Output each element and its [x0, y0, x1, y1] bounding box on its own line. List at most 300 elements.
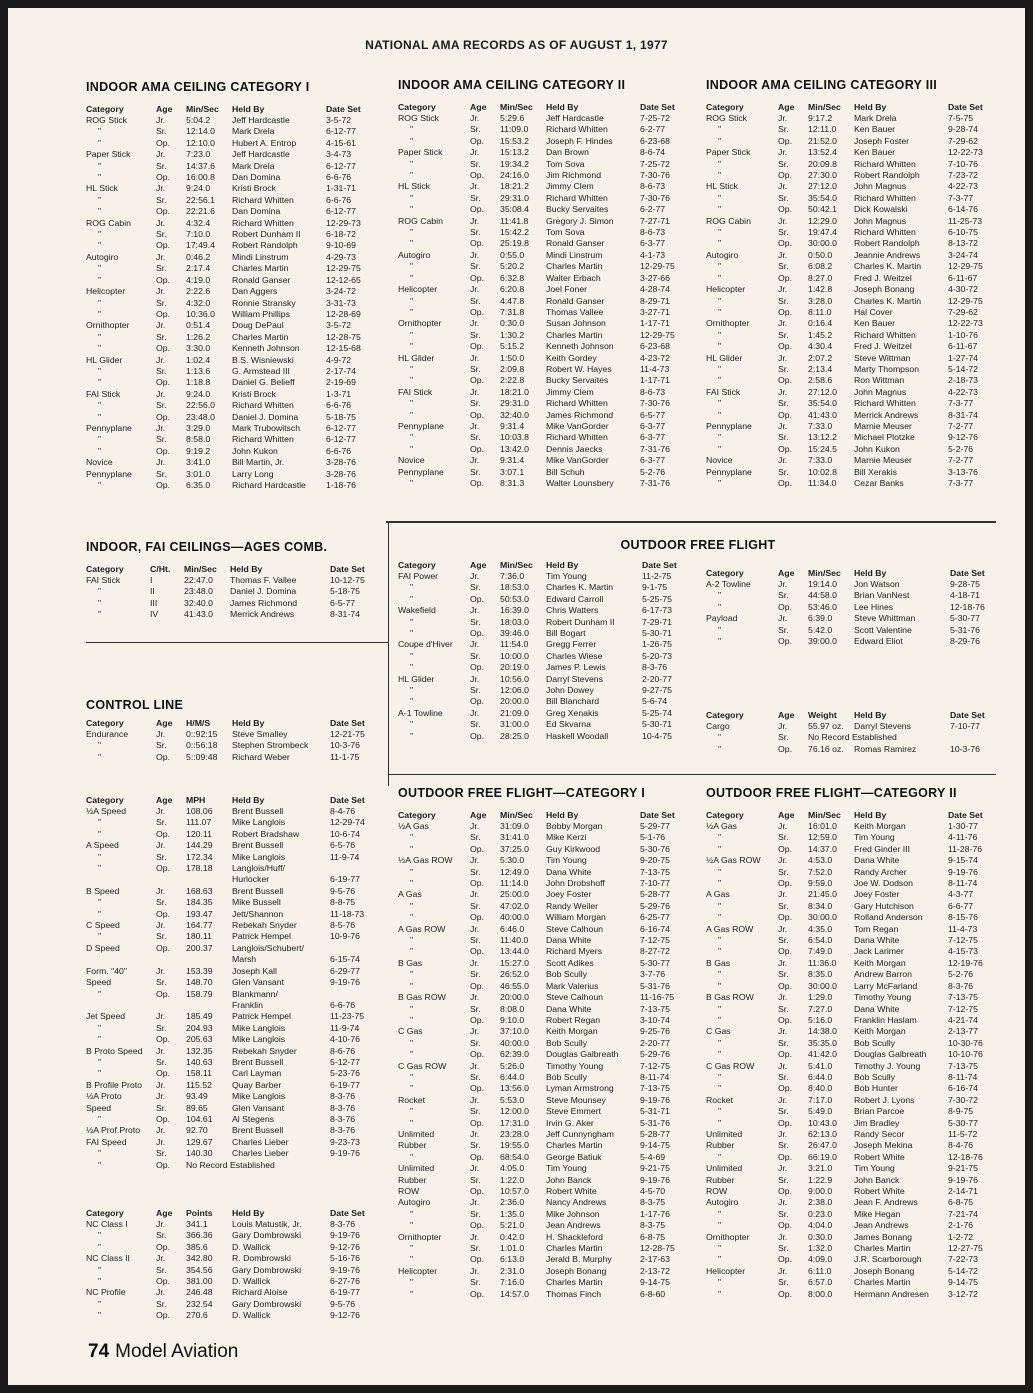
table-cell: Op.: [470, 409, 485, 420]
table-cell: 2:17.4: [186, 263, 211, 274]
table-row: [86, 1253, 386, 1264]
table-cell: 12:29.0: [808, 215, 837, 226]
table-cell: Rolland Anderson: [854, 912, 923, 923]
table-cell: Sr.: [470, 616, 481, 627]
table-cell: 6-8-60: [640, 1288, 666, 1299]
table-row: [398, 1049, 696, 1060]
table-cell: 8-6-73: [640, 227, 666, 238]
table-cell: ": [410, 192, 414, 203]
table-cell: ": [98, 206, 102, 217]
table-cell: 180.11: [186, 931, 212, 942]
table-cell: 0:55.0: [500, 249, 525, 260]
table-cell: Charles Wiese: [546, 650, 603, 661]
table-cell: 5-14-72: [948, 1265, 978, 1276]
table-cell: 93.49: [186, 1091, 208, 1102]
table-cell: Paper Stick: [86, 149, 131, 160]
table-row: [398, 617, 698, 628]
table-row: [706, 364, 1004, 375]
table-cell: 7-30-76: [640, 192, 670, 203]
section-title: INDOOR, FAI CEILINGS—AGES COMB.: [86, 540, 328, 554]
table-cell: Op.: [470, 306, 485, 317]
table-cell: ": [718, 329, 722, 340]
table-cell: 8-27-72: [640, 946, 670, 957]
table-cell: 153.39: [186, 965, 213, 976]
table-cell: 6-12-77: [326, 422, 356, 433]
table-cell: Jr.: [156, 1219, 166, 1229]
table-row: [86, 389, 382, 400]
table-cell: ": [410, 1083, 414, 1094]
table-row: [86, 412, 382, 423]
table-row: [86, 457, 382, 468]
table-cell: 50:53.0: [500, 593, 529, 604]
table-cell: 18:21.2: [500, 181, 529, 192]
table-cell: 68:54.0: [500, 1151, 529, 1162]
table-cell: 9:31.4: [500, 455, 525, 466]
table-cell: Jr.: [470, 113, 480, 123]
table-cell: Jean Andrews: [546, 1220, 601, 1231]
table-cell: ": [410, 238, 414, 249]
table-cell: Glen Vansant: [232, 1102, 284, 1113]
table-cell: Sr.: [778, 1208, 789, 1219]
table-cell: Marsh: [232, 954, 257, 965]
table-cell: 144.29: [186, 840, 213, 851]
table-row: [86, 149, 382, 160]
table-cell: Op.: [470, 135, 485, 146]
table-cell: Jr.: [156, 149, 166, 160]
table-cell: Op.: [470, 170, 485, 181]
table-cell: 6-29-77: [330, 965, 360, 976]
table-row: [398, 1106, 696, 1117]
table-cell: 12:59.0: [808, 832, 837, 843]
table-cell: Ken Bauer: [854, 124, 896, 135]
table-cell: Op.: [470, 1049, 485, 1060]
table-row: [706, 867, 1004, 878]
table-cell: Op.: [778, 443, 793, 454]
vertical-rule-center: [388, 521, 389, 786]
table-cell: Op.: [470, 593, 485, 604]
table-cell: 12-29-75: [326, 263, 361, 274]
table-cell: Op.: [156, 274, 171, 285]
table-cell: Tim Young: [546, 855, 587, 866]
table-cell: Jr.: [778, 455, 788, 466]
table-cell: ": [718, 601, 722, 612]
table-cell: Jeff Hardcastle: [232, 149, 290, 160]
table-cell: 381.00: [186, 1276, 213, 1287]
table-cell: Sr.: [778, 1071, 789, 1082]
table-cell: 10-30-76: [948, 1037, 983, 1048]
table-row: [86, 218, 382, 229]
table-cell: 11:40.0: [500, 935, 529, 946]
table-cell: Jr.: [470, 957, 480, 968]
table-cell: 8-11-74: [948, 1071, 978, 1082]
table-cell: 12-27-75: [948, 1243, 983, 1254]
table-cell: Bob Hunter: [854, 1083, 898, 1094]
table-cell: ": [98, 817, 102, 828]
table-cell: 14:57.0: [500, 1288, 529, 1299]
table-cell: Sr.: [470, 935, 481, 946]
table-cell: 30:00.0: [808, 980, 837, 991]
table-cell: Robert Randolph: [854, 170, 920, 181]
table-cell: 11-9-74: [330, 1022, 360, 1033]
table-row: [86, 1287, 386, 1298]
table-row: [706, 398, 1004, 409]
table-cell: G. Armstead III: [232, 365, 290, 376]
table-cell: NC Class I: [86, 1219, 128, 1229]
table-cell: Robert Regan: [546, 1014, 601, 1025]
table-cell: Sr.: [778, 1003, 789, 1014]
table-cell: Jr.: [778, 420, 788, 431]
table-cell: Charles K. Martin: [546, 582, 614, 593]
table-cell: II: [150, 586, 155, 597]
table-cell: 1:50.0: [500, 352, 525, 363]
table-cell: ": [410, 969, 414, 980]
table-cell: Op.: [470, 946, 485, 957]
table-cell: Helicopter: [398, 1265, 438, 1276]
table-cell: 26:52.0: [500, 969, 529, 980]
table-row: [86, 1230, 386, 1241]
table-cell: 4-22-73: [948, 386, 978, 397]
table-cell: 20:09.8: [808, 158, 837, 169]
table-cell: Dan Brown: [546, 147, 589, 158]
table-row: [398, 1152, 696, 1163]
table-row: [398, 193, 696, 204]
table-row: [706, 1152, 1004, 1163]
table-row: [398, 330, 696, 341]
table-cell: Ronald Ganser: [546, 295, 605, 306]
table-row: [398, 981, 696, 992]
magazine-page: [8, 8, 1025, 1385]
table-cell: 1:30.2: [500, 329, 525, 340]
table-cell: IV: [150, 609, 159, 620]
table-cell: 11-2-75: [642, 571, 672, 581]
table-row: [706, 1254, 1004, 1265]
table-cell: Sr.: [778, 900, 789, 911]
table-cell: 5-1-76: [640, 832, 666, 843]
table-row: [706, 889, 1004, 900]
table-cell: 18:03.0: [500, 616, 529, 627]
table-cell: 19:55.0: [500, 1140, 529, 1151]
table-header-row: [86, 795, 386, 806]
table-cell: ": [98, 851, 102, 862]
table-cell: 7-29-71: [642, 616, 672, 627]
table-cell: 14:37.6: [186, 160, 215, 171]
table-row: [706, 444, 1004, 455]
section-fai-ceilings: [86, 540, 390, 638]
table-cell: Op.: [778, 1083, 793, 1094]
table-row: [706, 1163, 1004, 1174]
table-cell: Op.: [470, 1220, 485, 1231]
table-cell: 7-27-71: [640, 215, 670, 226]
table-cell: 6-12-77: [326, 434, 356, 445]
table-cell: 6-3-77: [640, 238, 666, 249]
table-cell: ": [98, 263, 102, 274]
table-cell: Scott Adikes: [546, 957, 594, 968]
table-cell: 29:31.0: [500, 398, 529, 409]
table-cell: 8-3-76: [948, 980, 974, 991]
table-cell: 4-18-71: [950, 590, 980, 601]
table-cell: ": [98, 740, 102, 751]
table-cell: Charles Martin: [232, 263, 289, 274]
table-cell: Op.: [470, 204, 485, 215]
table-cell: Op.: [778, 272, 793, 283]
table-cell: 11-25-73: [948, 215, 983, 226]
table-cell: Robert White: [546, 1186, 597, 1196]
table-cell: 6-11-67: [948, 272, 978, 283]
table-cell: 5-23-76: [330, 1068, 360, 1079]
column-header: Category: [398, 560, 436, 570]
table-cell: 2-19-69: [326, 377, 356, 388]
table-cell: Dana White: [854, 935, 900, 946]
table-cell: 16:01.0: [808, 821, 837, 831]
table-cell: Kristi Brock: [232, 183, 276, 194]
table-row: [398, 1140, 696, 1151]
table-cell: Sr.: [470, 650, 481, 661]
table-cell: 7-5-75: [948, 113, 974, 123]
table-row: [706, 1289, 1004, 1300]
table-cell: ½A Speed: [86, 806, 127, 816]
table-cell: Op.: [156, 411, 171, 422]
table-cell: 3:01.0: [186, 468, 211, 479]
table-cell: Jr.: [470, 1026, 480, 1037]
table-row: [706, 375, 1004, 386]
table-cell: 8-3-76: [642, 662, 668, 673]
table-row: [398, 1220, 696, 1231]
table-cell: Jr.: [156, 885, 166, 896]
table-cell: ": [410, 832, 414, 843]
table-row: [86, 275, 382, 286]
table-cell: Mark Drela: [232, 126, 275, 137]
table-cell: Joseph Kall: [232, 965, 277, 976]
table-cell: Jr.: [156, 1287, 166, 1298]
table-cell: ": [98, 1113, 102, 1124]
table-cell: Sr.: [778, 432, 789, 443]
table-cell: Jr.: [156, 183, 166, 194]
table-row: [706, 261, 1004, 272]
table-cell: 158.79: [186, 988, 213, 999]
table-cell: Joseph Mekina: [854, 1140, 913, 1151]
table-cell: 5-20-73: [642, 650, 672, 661]
table-cell: ": [410, 935, 414, 946]
table-cell: Ornithopter: [86, 320, 130, 331]
table-row: [86, 1114, 386, 1125]
table-cell: [156, 874, 186, 885]
table-cell: Endurance: [86, 729, 129, 739]
table-row: [398, 662, 698, 673]
table-cell: ": [410, 261, 414, 272]
table-cell: Sr.: [156, 263, 167, 274]
table-cell: Jr.: [470, 215, 480, 226]
table-row: [398, 639, 698, 650]
table-cell: Op.: [470, 730, 485, 741]
column-header: Held By: [854, 568, 887, 578]
table-cell: Sr.: [156, 400, 167, 411]
table-cell: Gary Dombrowski: [232, 1264, 302, 1275]
table-cell: Sr.: [156, 740, 167, 751]
table-cell: Op.: [470, 1288, 485, 1299]
table-row: [86, 1046, 386, 1057]
table-cell: Sr.: [156, 1102, 167, 1113]
table-cell: Lee Hines: [854, 601, 894, 612]
table-cell: Op.: [156, 445, 171, 456]
table-cell: Charles Martin: [546, 261, 603, 272]
table-cell: 5-28-77: [640, 1128, 670, 1139]
table-cell: Scott Valentine: [854, 624, 912, 635]
table-cell: James P. Lewis: [546, 662, 606, 673]
table-cell: Charles Martin: [546, 1277, 603, 1288]
table-cell: ROG Stick: [398, 113, 440, 123]
table-row: [706, 981, 1004, 992]
table-cell: ": [410, 295, 414, 306]
table-header-row: [706, 102, 1004, 113]
table-row: [86, 1310, 386, 1321]
table-cell: Sr.: [778, 969, 789, 980]
table-cell: Sr.: [470, 1071, 481, 1082]
table-cell: ": [718, 1014, 722, 1025]
table-row: [86, 263, 382, 274]
table-cell: Sr.: [778, 866, 789, 877]
table-cell: 40:00.0: [500, 912, 529, 923]
table-cell: Ken Bauer: [854, 147, 896, 158]
table-row: [86, 840, 386, 851]
table-cell: Sr.: [156, 1264, 167, 1275]
table-row: [706, 1243, 1004, 1254]
table-cell: Robert W. Hayes: [546, 363, 612, 374]
table-row: [706, 307, 1004, 318]
table-cell: Op.: [470, 375, 485, 386]
table-cell: 21:45.0: [808, 889, 837, 900]
table-cell: 19:34.2: [500, 158, 529, 169]
section-title: OUTDOOR FREE FLIGHT: [620, 538, 776, 552]
section-title: INDOOR AMA CEILING CATEGORY II: [398, 78, 626, 92]
table-cell: ": [410, 227, 414, 238]
table-cell: Robert Bradshaw: [232, 828, 300, 839]
table-row: [86, 480, 382, 491]
table-cell: ": [98, 172, 102, 183]
table-cell: 0:30.0: [808, 1231, 833, 1242]
table-cell: Bob Scully: [546, 969, 588, 980]
table-cell: Jr.: [470, 249, 480, 260]
table-cell: Jr.: [470, 1163, 480, 1174]
table-cell: Dan Domina: [232, 206, 281, 217]
table-row: [706, 832, 1004, 843]
table-cell: Op.: [778, 375, 793, 386]
table-row: [398, 364, 696, 375]
table-cell: Tim Young: [546, 1163, 587, 1174]
table-cell: 3-13-76: [948, 466, 978, 477]
table-cell: Jr.: [156, 729, 166, 739]
table-cell: 148.70: [186, 977, 213, 988]
table-row: [398, 878, 696, 889]
table-cell: Hal Cover: [854, 306, 893, 317]
table-cell: 184.35: [186, 897, 213, 908]
table-row: [706, 1118, 1004, 1129]
table-cell: 12-29-75: [640, 329, 675, 340]
column-header: Category: [706, 810, 744, 820]
table-cell: 12-22-73: [948, 147, 983, 158]
table-cell: Brent Bussell: [232, 840, 284, 851]
table-cell: 5:30.0: [500, 855, 525, 866]
table-cell: 6:20.8: [500, 284, 525, 295]
column-header: Age: [778, 568, 795, 578]
table-cell: 7-21-74: [948, 1208, 978, 1219]
table-cell: Mike Langlois: [232, 817, 286, 828]
table-cell: 5-2-76: [640, 466, 666, 477]
table-cell: Sr.: [778, 590, 789, 601]
table-cell: 6:44.0: [808, 1071, 833, 1082]
table-cell: ": [718, 1151, 722, 1162]
table-cell: 5:21.0: [500, 1220, 525, 1231]
table-cell: Keith Morgan: [854, 957, 906, 968]
table-cell: Dan Aggers: [232, 286, 278, 297]
table-row: [398, 628, 698, 639]
table-cell: Sr.: [470, 1243, 481, 1254]
table-cell: C Gas: [706, 1026, 731, 1037]
table-cell: 10-12-75: [330, 575, 365, 585]
table-row: [398, 261, 696, 272]
table-cell: 6-5-77: [330, 597, 356, 608]
table-cell: 11-4-73: [640, 363, 670, 374]
table-cell: Op.: [778, 204, 793, 215]
table-row: [86, 355, 382, 366]
table-cell: 30:00.0: [808, 238, 837, 249]
table-cell: George Batiuk: [546, 1151, 602, 1162]
table-cell: 7-25-72: [640, 113, 670, 123]
column-header: Min/Sec: [808, 568, 841, 578]
table-cell: 115.52: [186, 1079, 212, 1090]
table-cell: Sr.: [156, 468, 167, 479]
table-row: [706, 193, 1004, 204]
column-header: Age: [470, 560, 487, 570]
table-cell: Rubber: [398, 1174, 427, 1185]
table-cell: ": [410, 398, 414, 409]
table-cell: 1-26-75: [642, 639, 672, 650]
table-row: [86, 1057, 386, 1068]
table-cell: 6-6-76: [326, 194, 352, 205]
table-cell: 11:34.0: [808, 478, 837, 488]
table-cell: 6-23-68: [640, 135, 670, 146]
table-row: [398, 1129, 696, 1140]
table-row: [86, 115, 382, 126]
table-cell: John Drobshoff: [546, 878, 605, 889]
page-number: 74: [88, 1341, 110, 1362]
table-cell: Mike Hegan: [854, 1208, 901, 1219]
table-cell: 2:07.2: [808, 352, 833, 363]
table-row: [398, 1004, 696, 1015]
table-cell: Jr.: [470, 605, 480, 616]
table-cell: Tom Sova: [546, 227, 585, 238]
table-cell: Jr.: [470, 1094, 480, 1105]
table-cell: 6:46.0: [500, 923, 525, 934]
table-cell: ": [718, 969, 722, 980]
table-cell: ": [410, 306, 414, 317]
table-cell: Jim Richmond: [546, 170, 602, 181]
table-cell: [330, 863, 386, 874]
column-header: Date Set: [326, 104, 361, 114]
table-row: [398, 571, 698, 582]
column-header: Category: [706, 710, 744, 720]
table-cell: A Gas ROW: [706, 923, 754, 934]
table-cell: 1-18-76: [326, 480, 356, 490]
table-cell: John Dowey: [546, 685, 594, 696]
table-row: [86, 423, 382, 434]
table-cell: Jr.: [156, 115, 166, 125]
table-cell: 7-10-76: [948, 158, 978, 169]
table-cell: 9-12-76: [948, 432, 978, 443]
table-cell: 13:42.0: [500, 443, 529, 454]
section-title: OUTDOOR FREE FLIGHT—CATEGORY II: [706, 786, 957, 800]
table-cell: Op.: [778, 409, 793, 420]
table-cell: 9-21-75: [948, 1163, 978, 1174]
